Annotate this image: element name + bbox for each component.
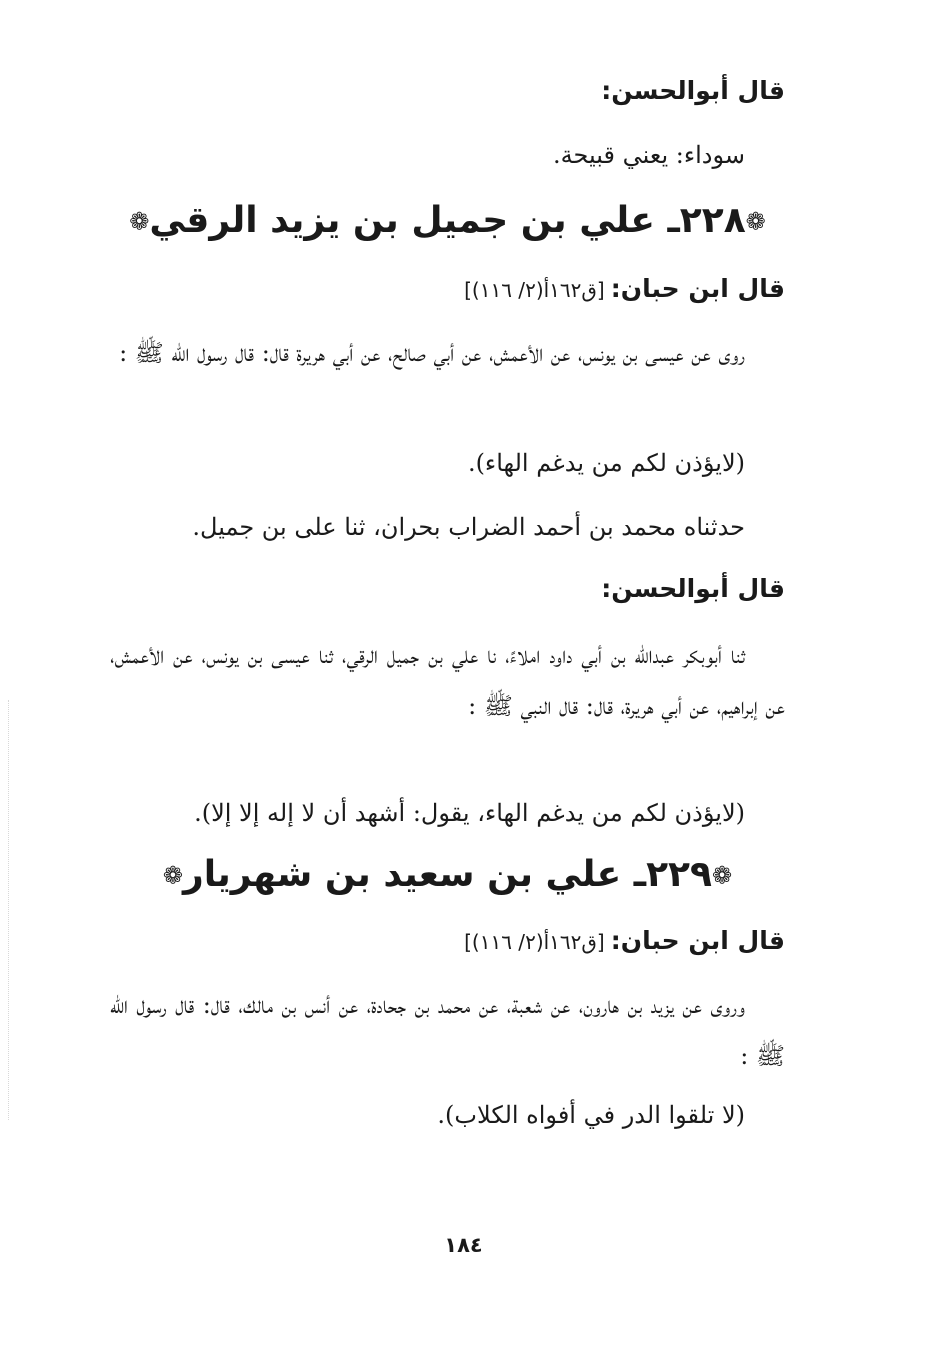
heading-text: ٢٢٨ـ علي بن جميل بن يزيد الرقي	[149, 200, 746, 241]
source-label	[110, 274, 785, 304]
hadith-quote: (لا تلقوا الدر في أفواه الكلاب).	[437, 1101, 745, 1129]
paragraph: وروى عن يزيد بن هارون، عن شعبة، عن محمد بن جحادة، عن أنس بن مالك، قال: قال رسول الله ﷺ :	[110, 991, 785, 1070]
document-page	[110, 62, 785, 1285]
ornament-icon: ❁	[711, 861, 733, 890]
paragraph: حدثناه محمد بن أحمد الضراب بحران، ثنا على بن جميل.	[192, 513, 745, 541]
ornament-icon: ❁	[745, 207, 766, 236]
entry-heading	[110, 852, 785, 899]
page-number: ١٨٤	[444, 1233, 483, 1257]
section-label	[110, 76, 785, 106]
source-label	[110, 926, 785, 956]
section-label	[110, 574, 785, 604]
entry-heading	[110, 198, 785, 245]
label-text: قال ابن حبان:	[610, 274, 785, 303]
source-reference: [ق١٦٢أ(٢/ ١١٦)]	[464, 930, 605, 954]
paragraph: روى عن عيسى بن يونس، عن الأعمش، عن أبي صالح، عن أبي هريرة قال: قال رسول الله ﷺ :	[119, 339, 745, 367]
hadith-quote: (لايؤذن لكم من يدغم الهاء).	[467, 449, 745, 477]
source-reference: [ق١٦٢أ(٢/ ١١٦)]	[464, 278, 605, 302]
label-text: قال ابن حبان:	[610, 926, 785, 955]
label-text: قال أبوالحسن:	[601, 574, 785, 603]
paragraph: ثنا أبوبكر عبدالله بن أبي داود املاءً، نا علي بن جميل الرقي، ثنا عيسى بن يونس، عن الأعمش، عن إبراهيم، عن أبي هريرة، قال: قال النبي ﷺ :	[110, 641, 785, 720]
paragraph: سوداء: يعني قبيحة.	[553, 141, 745, 169]
heading-text: ٢٢٩ـ علي بن سعيد بن شهريار	[183, 854, 712, 895]
scan-edge-artifact	[8, 700, 11, 1120]
ornament-icon: ❁	[129, 207, 150, 236]
ornament-icon: ❁	[162, 861, 184, 890]
label-text: قال أبوالحسن:	[601, 76, 785, 105]
hadith-quote: (لايؤذن لكم من يدغم الهاء، يقول: أشهد أن لا إله إلا إلا).	[194, 799, 745, 827]
